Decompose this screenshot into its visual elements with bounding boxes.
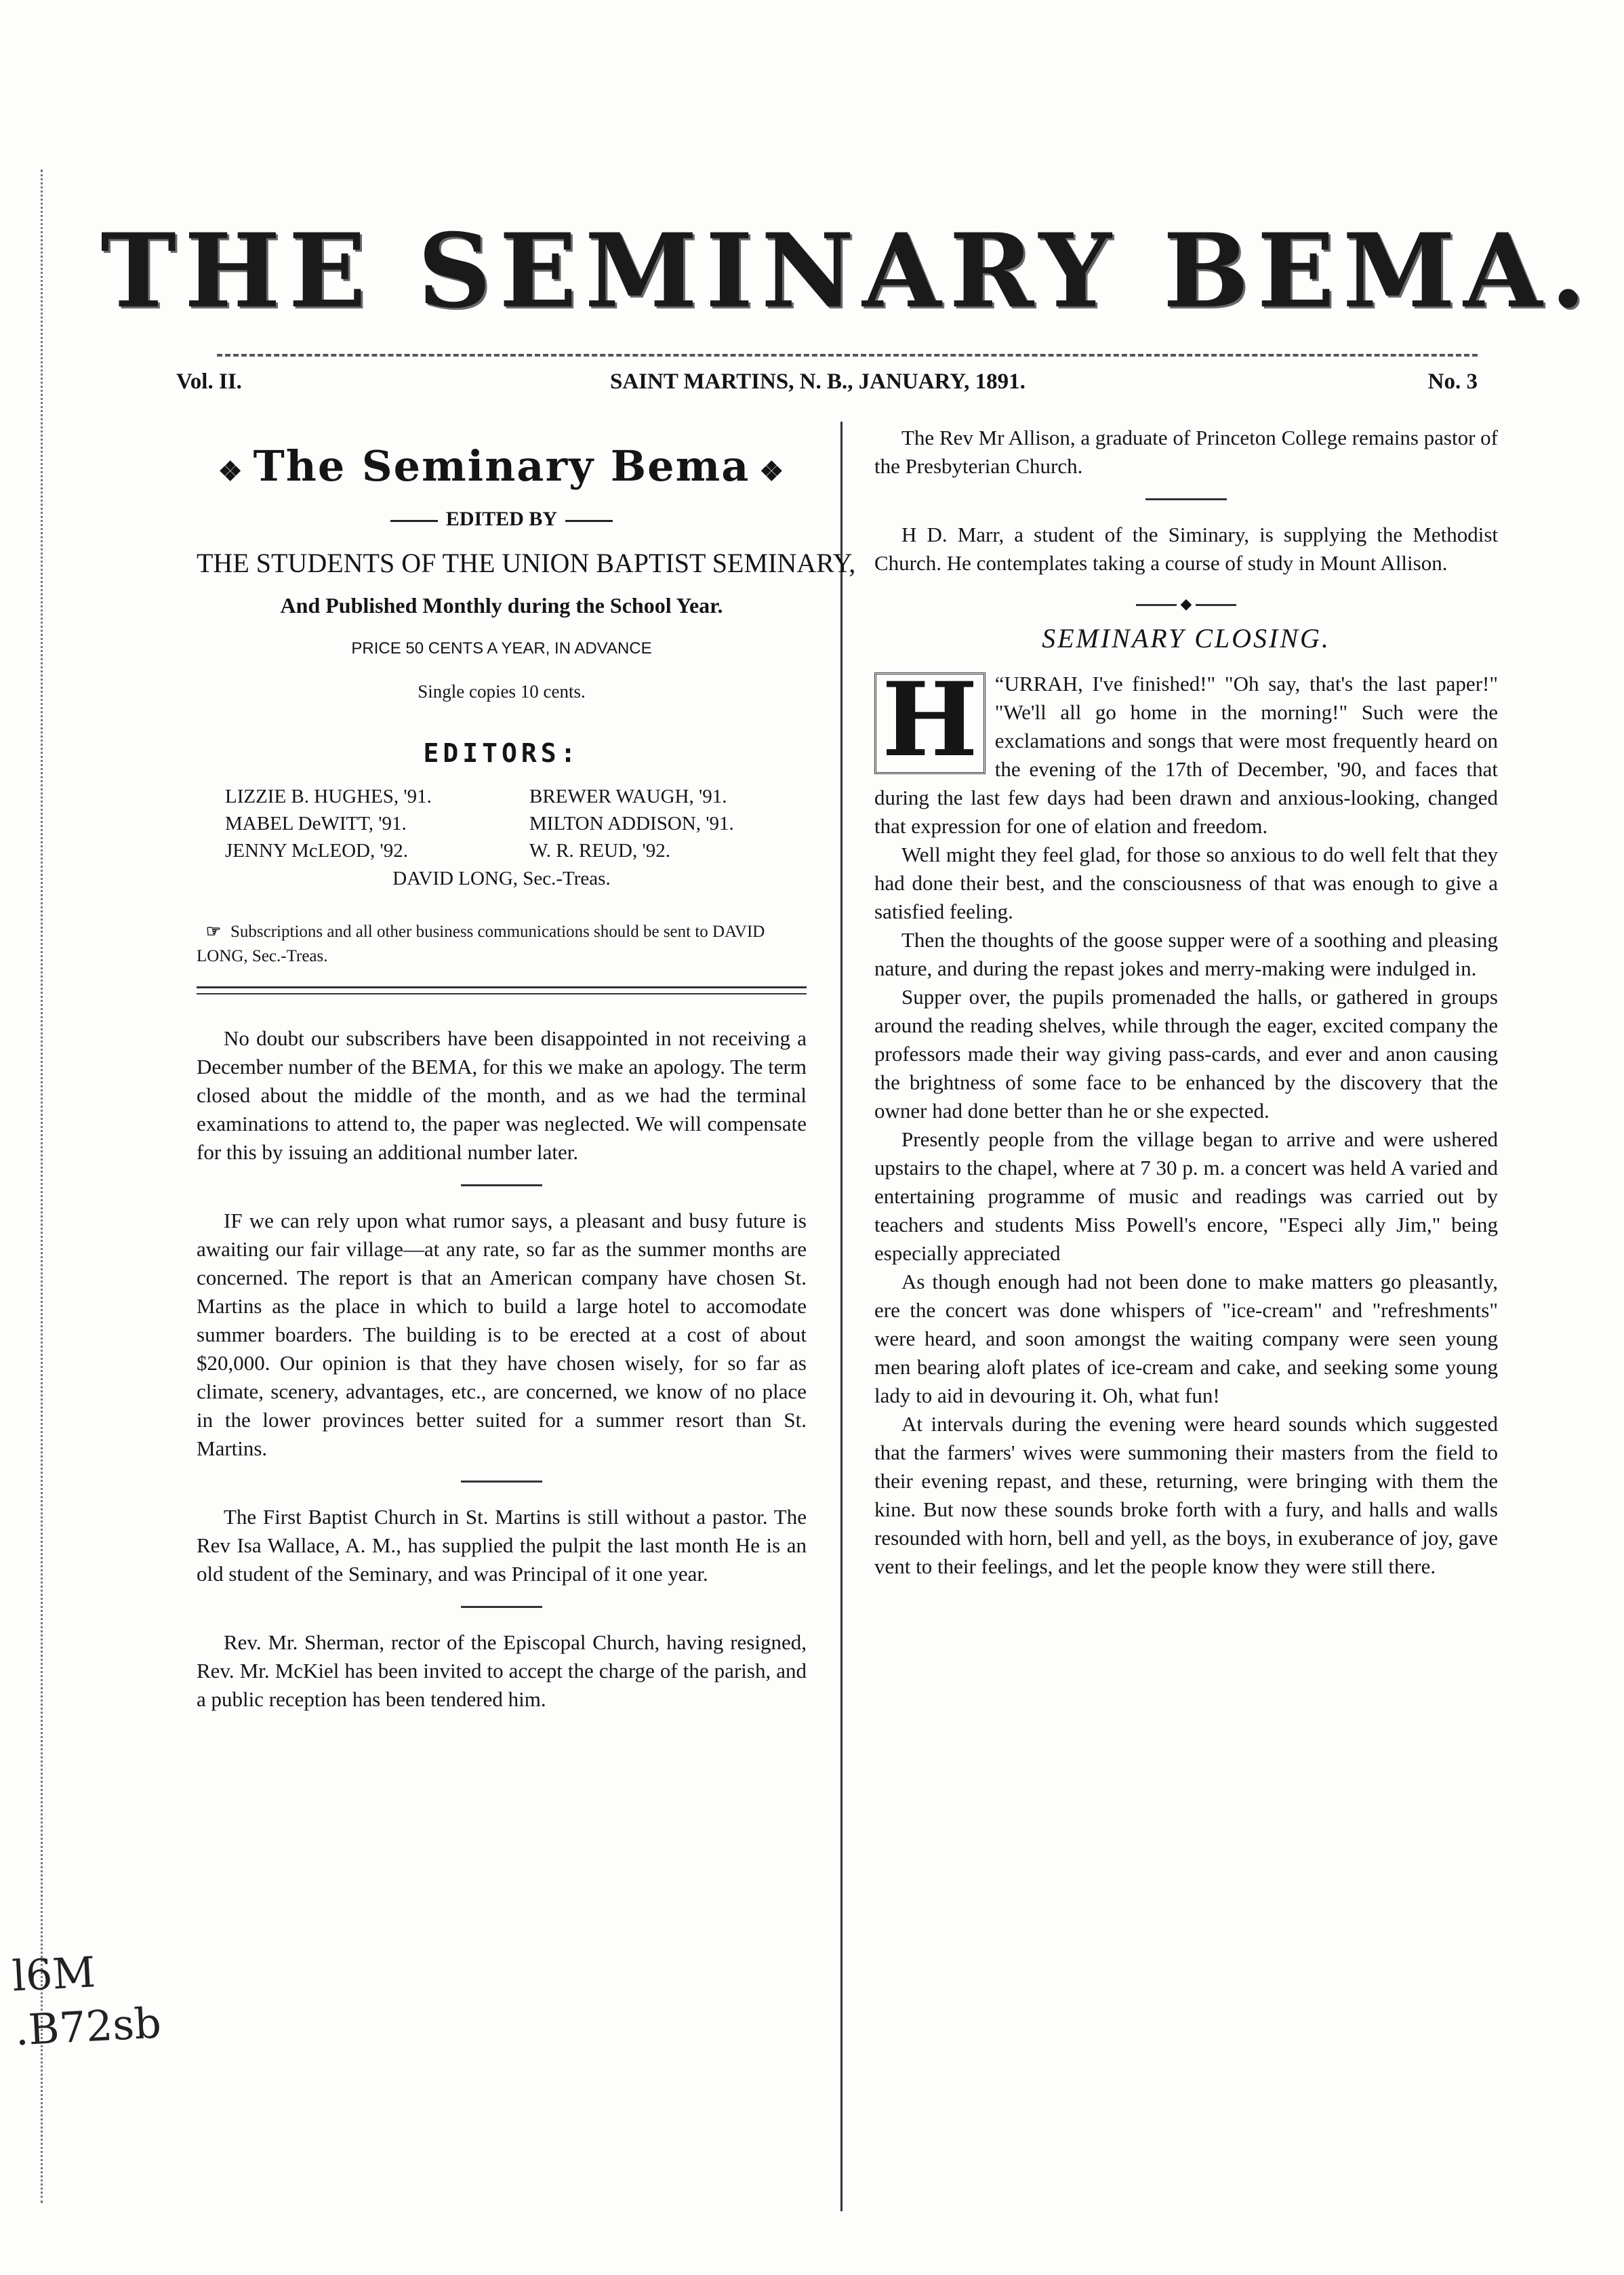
price-line: PRICE 50 CENTS A YEAR, IN ADVANCE: [351, 639, 652, 658]
diamond-ornament-icon: ◆: [1177, 595, 1196, 612]
masthead-title: THE SEMINARY BEMA.: [100, 212, 1594, 331]
article-presbyterian: The Rev Mr Allison, a graduate of Princeton College remains pastor of the Presbyterian Church.: [874, 426, 1498, 478]
ornament-icon: ❖: [218, 456, 244, 487]
subscriptions-note: ☞ Subscriptions and all other business communications should be sent to DAVID LONG, Sec.-Treas.: [197, 920, 807, 969]
short-rule: [1145, 498, 1227, 500]
closing-para-5: Presently people from the village began to arrive and were ushered upstairs to the chapel, where at 7 30 p. m. a concert was held A varied and entertaining programme of music and readings was carried out by teachers and students Miss Powell's encore, "Especi ally Jim," being especially appreciated: [874, 1127, 1498, 1265]
edited-by: EDITED BY: [197, 508, 807, 538]
masthead-rule: [217, 354, 1478, 357]
editor-name: BREWER WAUGH, '91.: [529, 786, 727, 807]
issue-number: No. 3: [1427, 369, 1478, 394]
column-divider: [840, 422, 843, 2211]
dateline: [176, 369, 1478, 410]
section-rule: [197, 986, 807, 994]
article-hotel: IF we can rely upon what rumor says, a pleasant and busy future is awaiting our fair village—at any rate, so far as the summer months are concerned. The report is that an American company have chosen St. Martins as the place in which to build a large hotel to accomodate summer boarders. The building is to be erected at a cost of about $20,000. Our opinion is that they have chosen wisely, for so far as climate, scenery, advantages, etc., are concerned, we know of no place in the lower provinces better suited for a summer resort than St. Martins.: [197, 1209, 807, 1460]
scan-edge: [0, 169, 43, 2203]
drop-cap: H: [874, 672, 986, 774]
editor-name: MABEL DeWITT, '91.: [225, 813, 407, 834]
single-copy-line: Single copies 10 cents.: [418, 681, 586, 702]
section-heading: SEMINARY CLOSING.: [1042, 623, 1331, 653]
article-methodist: H D. Marr, a student of the Siminary, is supplying the Methodist Church. He contemplates taking a course of study in Mount Allison.: [874, 523, 1498, 575]
article-baptist-church: The First Baptist Church in St. Martins is still without a pastor. The Rev Isa Wallace, A. M., has supplied the pulpit the last month He is an old student of the Seminary, and was Principal of it one year.: [197, 1505, 807, 1586]
editors-list: [197, 783, 807, 864]
left-column: [197, 424, 856, 1714]
short-rule: [461, 1184, 542, 1186]
masthead: [100, 203, 1594, 339]
short-rule: [461, 1481, 542, 1483]
handwritten-call-number: l6M .B72sb: [11, 1947, 163, 2055]
editor-name: LIZZIE B. HUGHES, '91.: [225, 786, 432, 807]
editor-name: MILTON ADDISON, '91.: [529, 813, 734, 834]
closing-para-4: Supper over, the pupils promenaded the halls, or gathered in groups around the reading shelves, while through the eager, excited company the professors made their way giving pass-cards, and ever and anon causing the brightness of some face to be enhanced by the discovery that the owner had done better than he or she expected.: [874, 985, 1498, 1123]
editors-heading: EDITORS:: [423, 738, 580, 768]
pointing-hand-icon: ☞: [205, 923, 222, 941]
ornament-icon: ❖: [759, 456, 786, 487]
closing-para-2: Well might they feel glad, for those so anxious to do well felt that they had done their best, and the consciousness of that was enough to give a satisfied feeling.: [874, 843, 1498, 923]
right-column: [874, 424, 1498, 1581]
article-apology: No doubt our subscribers have been disappointed in not receiving a December number of the BEMA, for this we make an apology. The term closed about the middle of the month, and as we had the terminal examinations to attend to, the paper was neglected. We will compensate for this by issuing an additional number later.: [197, 1026, 807, 1164]
volume: Vol. II.: [176, 369, 242, 394]
article-episcopal-church: Rev. Mr. Sherman, rector of the Episcopal Church, having resigned, Rev. Mr. McKiel has been invited to accept the charge of the parish, and a public reception has been tendered him.: [197, 1630, 807, 1711]
short-rule: [461, 1606, 542, 1608]
paper-title: ❖ The Seminary Bema ❖: [218, 441, 786, 491]
students-line: THE STUDENTS OF THE UNION BAPTIST SEMINARY,: [197, 548, 856, 578]
published-line: And Published Monthly during the School Year.: [280, 593, 723, 618]
editor-name: JENNY McLEOD, '92.: [225, 840, 408, 862]
editor-name: W. R. REUD, '92.: [529, 840, 670, 862]
place-date: SAINT MARTINS, N. B., JANUARY, 1891.: [610, 369, 1026, 394]
closing-para-6: As though enough had not been done to make matters go pleasantly, ere the concert was done whispers of "ice-cream" and "refreshments" were heard, and soon amongst the waiting company were seen young men bearing aloft plates of ice-cream and cake, and seeking some young lady to aid in devouring it. Oh, what fun!: [874, 1270, 1498, 1407]
closing-para-3: Then the thoughts of the goose supper were of a soothing and pleasing nature, and during the repast jokes and merry-making were indulged in.: [874, 928, 1498, 980]
closing-para-1: “ H URRAH, I've finished!" "Oh say, that's the last paper!" "We'll all go home in the morning!" Such were the exclamations and songs that were most frequently heard on the evening of the 17th of December, '90, and faces that during the last few days had been drawn and anxious-looking, changed that expression for one of elation and freedom.: [874, 660, 1498, 838]
closing-para-7: At intervals during the evening were heard sounds which suggested that the farmers' wives were summoning their masters from the field to their evening repast, and these, returning, were bringing with them the kine. But now these sounds broke forth with a fury, and halls and walls resounded with horn, bell and yell, as the boys, in exuberance of joy, gave vent to their feelings, and let the people know they were still there.: [874, 1412, 1498, 1578]
star-rule: [874, 594, 1498, 614]
treasurer: DAVID LONG, Sec.-Treas.: [392, 868, 611, 889]
